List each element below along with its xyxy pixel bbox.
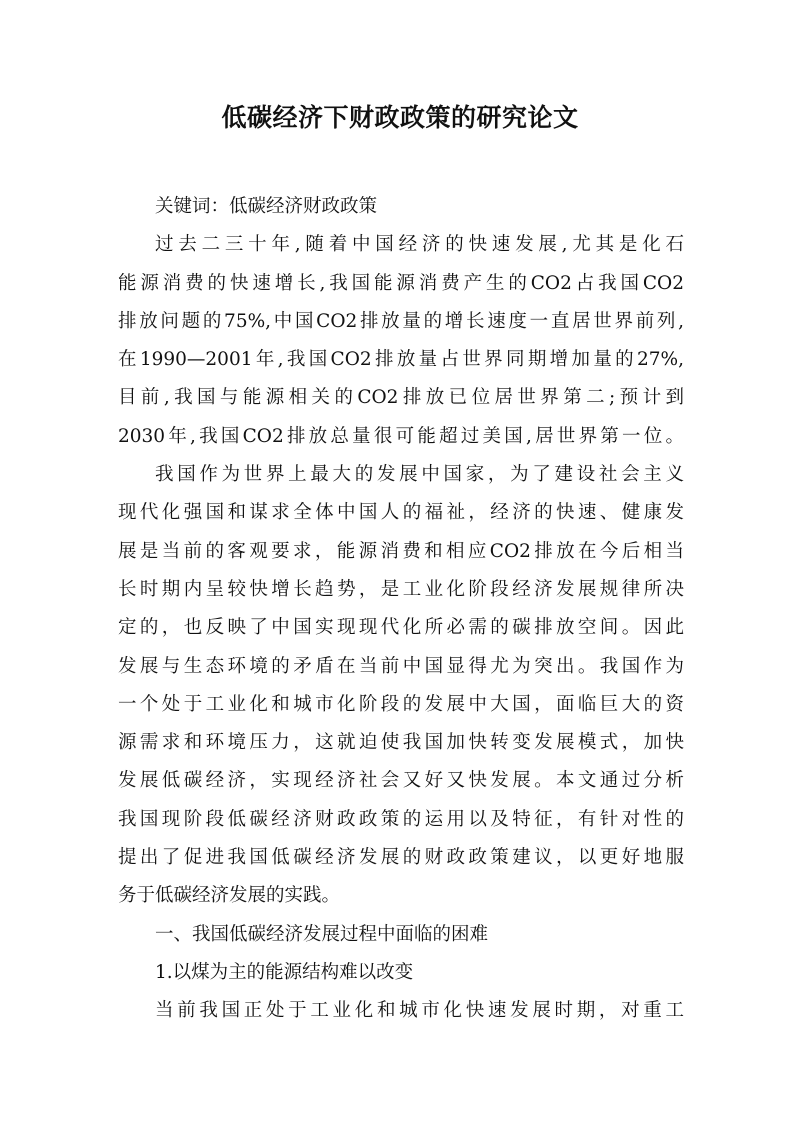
paragraph-line: 展是当前的客观要求，能源消费和相应CO2排放在今后相当 xyxy=(118,540,684,562)
document-title: 低碳经济下财政政策的研究论文 xyxy=(221,103,579,132)
section-heading xyxy=(118,916,684,954)
paragraph-line: 提出了促进我国低碳经济发展的财政政策建议，以更好地服 xyxy=(118,847,684,869)
paragraph-line: 定的，也反映了中国实现现代化所必需的碳排放空间。因此 xyxy=(118,617,684,639)
paragraph-line: 在1990—2001年,我国CO2排放量占世界同期增加量的27%, xyxy=(118,349,684,371)
paragraph-line: 我国现阶段低碳经济财政政策的运用以及特征，有针对性的 xyxy=(118,808,684,830)
document-body xyxy=(118,188,684,1031)
paragraph-line: 现代化强国和谋求全体中国人的福祉，经济的快速、健康发 xyxy=(118,502,684,524)
paragraph-line: 长时期内呈较快增长趋势，是工业化阶段经济发展规律所决 xyxy=(118,578,684,600)
paragraph-line: 我国作为世界上最大的发展中国家，为了建设社会主义 xyxy=(155,464,684,486)
paragraph-line: 发展低碳经济，实现经济社会又好又快发展。本文通过分析 xyxy=(118,770,684,792)
paragraph-line: 一个处于工业化和城市化阶段的发展中大国，面临巨大的资 xyxy=(118,693,684,715)
paragraph-line: 目前,我国与能源相关的CO2排放已位居世界第二;预计到 xyxy=(118,387,684,409)
paragraph-1 xyxy=(118,226,684,456)
paragraph-line: 过去二三十年,随着中国经济的快速发展,尤其是化石 xyxy=(155,234,684,256)
paragraph-line: 发展与生态环境的矛盾在当前中国显得尤为突出。我国作为 xyxy=(118,655,684,677)
paragraph-line: 排放问题的75%,中国CO2排放量的增长速度一直居世界前列, xyxy=(118,310,684,332)
section-heading-text: 一、我国低碳经济发展过程中面临的困难 xyxy=(155,923,489,945)
keywords-text: 关键词：低碳经济财政政策 xyxy=(155,196,378,217)
paragraph-line: 能源消费的快速增长,我国能源消费产生的CO2占我国CO2 xyxy=(118,272,684,294)
paragraph-line: 2030年,我国CO2排放总量很可能超过美国,居世界第一位。 xyxy=(118,425,684,447)
paragraph-line: 务于低碳经济发展的实践。 xyxy=(118,885,341,907)
subsection-heading-text: 1.以煤为主的能源结构难以改变 xyxy=(155,961,414,983)
keywords-line xyxy=(118,188,684,226)
paragraph-2 xyxy=(118,456,684,916)
subsection-heading xyxy=(118,954,684,992)
paragraph-line: 源需求和环境压力，这就迫使我国加快转变发展模式，加快 xyxy=(118,732,684,754)
paragraph-3 xyxy=(118,992,684,1030)
paragraph-line: 当前我国正处于工业化和城市化快速发展时期，对重工 xyxy=(155,1000,684,1022)
